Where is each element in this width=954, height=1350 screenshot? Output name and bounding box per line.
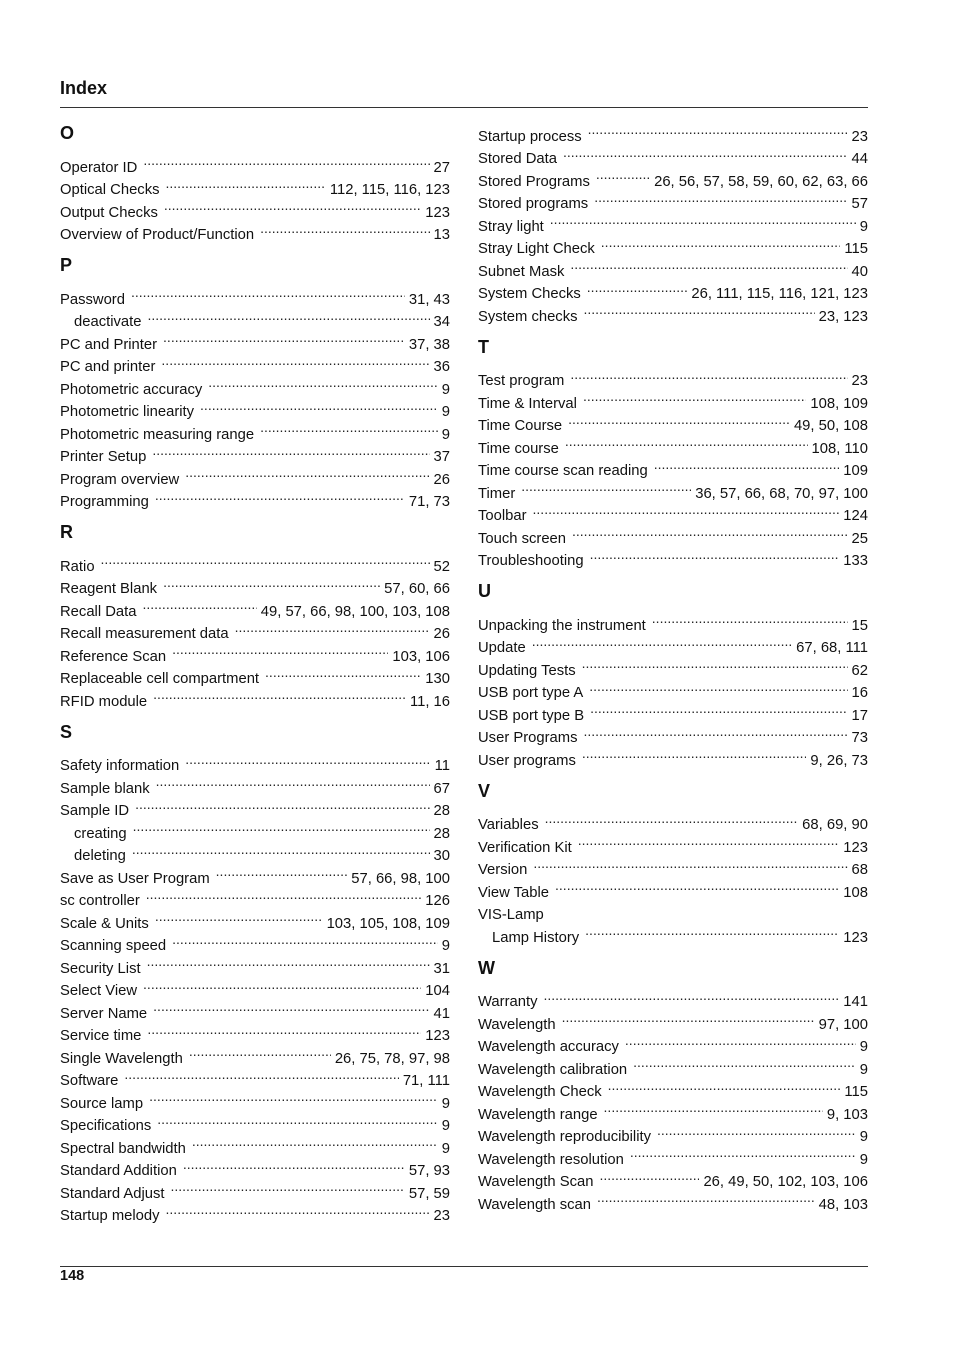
dot-leader	[142, 593, 256, 616]
entry-pages: 23	[848, 126, 868, 149]
dot-leader	[143, 973, 421, 996]
entry-pages: 123	[839, 927, 868, 950]
entry-term: Safety information	[60, 758, 180, 774]
entry-term: Standard Adjust	[60, 1185, 165, 1202]
dot-leader	[260, 217, 429, 240]
entry-term: deactivate	[74, 314, 142, 330]
entry-term: System checks	[478, 308, 578, 325]
entry-pages: 115	[840, 238, 868, 261]
index-section	[60, 253, 450, 510]
entry-pages: 13	[430, 224, 450, 247]
dot-leader	[147, 1018, 421, 1041]
entry-term: Stored programs	[478, 196, 589, 212]
entry-pages: 108, 109	[806, 393, 868, 416]
dot-leader	[568, 408, 790, 431]
entry-term: Update	[478, 640, 526, 656]
dot-leader	[265, 661, 421, 684]
entry-pages: 130	[421, 668, 450, 691]
dot-leader	[155, 905, 323, 928]
entry-term: Wavelength Scan	[478, 1174, 594, 1190]
entry-pages: 41	[430, 1003, 450, 1026]
entry-term: PC and printer	[60, 359, 156, 375]
entry-pages: 57	[848, 193, 868, 216]
entry-pages: 26, 111, 115, 116, 121, 123	[687, 283, 868, 306]
entry-term: Password	[60, 291, 125, 308]
dot-leader	[163, 326, 405, 349]
entry-term: Scale & Units	[60, 915, 149, 932]
entry-term: Single Wavelength	[60, 1050, 183, 1067]
section-letter: W	[478, 957, 495, 978]
entry-pages: 26, 49, 50, 102, 103, 106	[699, 1171, 868, 1194]
entry-term: sc controller	[60, 893, 140, 909]
entry-term: Startup melody	[60, 1208, 160, 1224]
entry-pages: 141	[839, 991, 868, 1014]
dot-leader	[584, 720, 848, 743]
entry-term: Variables	[478, 817, 539, 833]
entry-term: Sample blank	[60, 780, 150, 797]
entry-term: Optical Checks	[60, 182, 160, 198]
dot-leader	[578, 829, 840, 852]
dot-leader	[185, 748, 430, 771]
index-entry	[478, 652, 868, 679]
entry-term: deleting	[74, 848, 126, 864]
entry-pages: 40	[848, 261, 868, 284]
dot-leader	[533, 852, 847, 875]
section-letter: U	[478, 581, 491, 601]
dot-leader	[532, 630, 792, 653]
entry-pages: 9	[856, 1126, 868, 1149]
dot-leader	[260, 416, 438, 439]
entry-pages: 67	[430, 778, 450, 801]
entry-pages: 30	[430, 845, 450, 868]
dot-leader	[166, 172, 326, 195]
entry-pages: 23	[430, 1205, 450, 1228]
dot-leader	[521, 475, 691, 498]
entry-term: Recall Data	[60, 603, 137, 620]
index-entry	[478, 630, 868, 656]
page-title: Index	[60, 78, 108, 98]
dot-leader	[124, 1063, 398, 1086]
index-section	[478, 335, 868, 569]
entry-pages: 9	[438, 1093, 450, 1116]
index-entry	[60, 548, 450, 575]
entry-term: Wavelength calibration	[478, 1061, 628, 1078]
entry-pages: 112, 115, 116, 123	[326, 179, 450, 202]
index-entry	[478, 363, 868, 389]
entry-pages: 73	[848, 727, 868, 750]
entry-term: System Checks	[478, 286, 581, 302]
dot-leader	[604, 1096, 823, 1119]
dot-leader	[588, 118, 848, 141]
entry-pages: 26	[430, 469, 450, 492]
entry-term: Wavelength accuracy	[478, 1039, 619, 1055]
entry-pages: 36, 57, 66, 68, 70, 97, 100	[691, 483, 868, 506]
dot-leader	[597, 1186, 815, 1209]
dot-leader	[172, 928, 438, 951]
entry-term: Output Checks	[60, 204, 158, 221]
dot-leader	[216, 860, 348, 883]
index-column-left	[60, 118, 450, 1224]
dot-leader	[583, 385, 806, 408]
entry-term: User programs	[478, 752, 576, 769]
dot-leader	[585, 919, 839, 942]
dot-leader	[570, 363, 847, 386]
index-entry	[478, 520, 868, 547]
index-entry	[478, 874, 868, 901]
entry-pages: 103, 106	[388, 646, 450, 669]
entry-term: Subnet Mask	[478, 263, 565, 280]
dot-leader	[550, 208, 856, 231]
entry-term: Stray light	[478, 218, 544, 235]
entry-pages: 103, 105, 108, 109	[323, 913, 450, 936]
entry-term: Time course scan reading	[478, 463, 648, 479]
entry-pages: 71, 111	[399, 1070, 450, 1093]
dot-leader	[563, 141, 848, 164]
dot-leader	[590, 543, 840, 566]
dot-leader	[157, 1108, 437, 1131]
entry-term: Program overview	[60, 471, 180, 488]
dot-leader	[633, 1051, 856, 1074]
dot-leader	[189, 1040, 331, 1063]
entry-term: View Table	[478, 884, 550, 901]
dot-leader	[200, 394, 438, 417]
entry-pages: 123	[839, 837, 868, 860]
entry-pages: 28	[430, 800, 450, 823]
dot-leader	[153, 995, 429, 1018]
dot-leader	[185, 461, 429, 484]
index-section	[60, 121, 450, 243]
entry-pages: 9	[438, 935, 450, 958]
section-letter: V	[478, 780, 491, 801]
entry-pages: 9	[856, 1149, 868, 1172]
dot-leader	[657, 1119, 856, 1142]
entry-term: Server Name	[60, 1005, 148, 1022]
entry-term: User Programs	[478, 730, 578, 746]
entry-term: Reagent Blank	[60, 581, 158, 597]
dot-leader	[172, 638, 388, 661]
dot-leader	[625, 1029, 856, 1052]
entry-term: Time & Interval	[478, 395, 577, 412]
dot-leader	[147, 304, 429, 327]
entry-pages: 31, 43	[405, 289, 450, 312]
entry-pages: 115	[840, 1081, 868, 1104]
entry-pages: 44	[848, 148, 868, 171]
entry-pages: 37, 38	[405, 334, 450, 357]
entry-term: Wavelength reproducibility	[478, 1129, 651, 1145]
dot-leader	[208, 371, 437, 394]
dot-leader	[153, 683, 406, 706]
entry-pages: 104	[421, 980, 450, 1003]
dot-leader	[192, 1130, 438, 1153]
dot-leader	[594, 186, 847, 209]
entry-term: Photometric measuring range	[60, 426, 255, 443]
entry-term: Photometric linearity	[60, 404, 195, 420]
entry-term: Stored Data	[478, 151, 557, 167]
entry-term: Source lamp	[60, 1095, 144, 1112]
entry-pages: 68, 69, 90	[798, 814, 868, 837]
entry-pages: 11, 16	[406, 691, 450, 714]
index-column-right	[478, 118, 868, 1213]
page-number: 148	[60, 1268, 85, 1284]
dot-leader	[143, 149, 429, 172]
entry-term: Recall measurement data	[60, 626, 229, 642]
dot-leader	[146, 883, 422, 906]
entry-pages: 67, 68, 111	[792, 637, 868, 660]
entry-term: Stray Light Check	[478, 241, 595, 257]
entry-pages: 9	[438, 1138, 450, 1161]
entry-term: PC and Printer	[60, 336, 158, 353]
dot-leader	[572, 520, 848, 543]
entry-pages: 27	[430, 157, 450, 180]
index-section	[478, 956, 868, 1213]
entry-term: Time course	[478, 440, 559, 457]
entry-term: Service time	[60, 1028, 142, 1044]
entry-term: Touch screen	[478, 530, 567, 547]
dot-leader	[555, 874, 839, 897]
entry-term: Version	[478, 862, 528, 878]
entry-pages: 9	[438, 424, 450, 447]
entry-pages: 23, 123	[815, 306, 868, 329]
entry-pages: 9	[438, 1115, 450, 1138]
dot-leader	[654, 453, 840, 476]
dot-leader	[582, 742, 807, 765]
entry-term: Wavelength scan	[478, 1196, 591, 1213]
index-section	[478, 118, 868, 325]
dot-leader	[599, 1164, 699, 1187]
index-entry	[478, 807, 868, 833]
dot-leader	[652, 607, 848, 630]
section-letter: P	[60, 255, 73, 275]
entry-term: Timer	[478, 485, 516, 502]
footer-rule	[60, 1266, 868, 1267]
dot-leader	[131, 281, 405, 304]
entry-term: Photometric accuracy	[60, 381, 203, 398]
dot-leader	[164, 194, 421, 217]
index-entry	[60, 748, 450, 774]
entry-pages: 9	[438, 379, 450, 402]
entry-pages: 126	[421, 890, 450, 913]
dot-leader	[590, 697, 847, 720]
entry-term: Spectral bandwidth	[60, 1140, 186, 1157]
dot-leader	[543, 984, 839, 1007]
entry-term: RFID module	[60, 693, 148, 710]
dot-leader	[550, 897, 864, 920]
entry-term: USB port type A	[478, 685, 584, 701]
entry-term: creating	[74, 825, 127, 842]
entry-pages: 97, 100	[815, 1014, 868, 1037]
dot-leader	[147, 950, 430, 973]
entry-pages: 9, 26, 73	[806, 750, 868, 773]
entry-term: Time Course	[478, 418, 563, 434]
entry-pages: 26	[430, 623, 450, 646]
entry-pages: 57, 93	[405, 1160, 450, 1183]
dot-leader	[582, 652, 848, 675]
index-entry	[478, 607, 868, 634]
dot-leader	[132, 838, 430, 861]
dot-leader	[161, 349, 429, 372]
entry-term: Stored Programs	[478, 173, 590, 190]
index-section	[60, 720, 450, 1224]
entry-term: VIS-Lamp	[478, 907, 544, 923]
index-entry	[60, 149, 450, 176]
dot-leader	[608, 1074, 841, 1097]
entry-term: Replaceable cell compartment	[60, 671, 260, 687]
dot-leader	[630, 1141, 856, 1164]
dot-leader	[163, 571, 380, 594]
entry-pages: 49, 50, 108	[790, 415, 868, 438]
entry-pages: 109	[839, 460, 868, 483]
index-section	[478, 579, 868, 769]
entry-term: Select View	[60, 983, 138, 999]
entry-term: Wavelength resolution	[478, 1151, 624, 1168]
dot-leader	[565, 430, 808, 453]
entry-term: Operator ID	[60, 159, 138, 176]
index-entry	[478, 118, 868, 145]
dot-leader	[155, 484, 405, 507]
entry-pages: 28	[430, 823, 450, 846]
index-entry	[60, 571, 450, 597]
dot-leader	[156, 770, 430, 793]
entry-term: Unpacking the instrument	[478, 617, 646, 634]
entry-term: Save as User Program	[60, 870, 210, 887]
entry-term: Standard Addition	[60, 1163, 177, 1179]
entry-pages: 9	[856, 216, 868, 239]
entry-term: Toolbar	[478, 508, 527, 524]
entry-term: Sample ID	[60, 803, 130, 819]
entry-term: Scanning speed	[60, 938, 167, 954]
dot-leader	[166, 1198, 430, 1221]
dot-leader	[562, 1006, 815, 1029]
entry-pages: 9	[438, 401, 450, 424]
entry-term: Ratio	[60, 558, 95, 575]
entry-pages: 57, 66, 98, 100	[347, 868, 450, 891]
entry-term: Wavelength	[478, 1016, 556, 1033]
index-entry	[478, 475, 868, 502]
index-entry	[478, 852, 868, 878]
entry-pages: 16	[848, 682, 868, 705]
entry-term: Software	[60, 1073, 119, 1089]
entry-term: Lamp History	[492, 929, 580, 946]
index-entry	[478, 498, 868, 524]
entry-term: Specifications	[60, 1118, 152, 1134]
dot-leader	[587, 276, 688, 299]
entry-pages: 23	[848, 370, 868, 393]
entry-term: Test program	[478, 373, 565, 389]
dot-leader	[135, 793, 429, 816]
entry-pages: 133	[839, 550, 868, 573]
index-entry	[60, 281, 450, 308]
index-section	[60, 520, 450, 710]
entry-term: Troubleshooting	[478, 553, 584, 569]
entry-pages: 31	[430, 958, 450, 981]
entry-term: Printer Setup	[60, 449, 147, 465]
dot-leader	[584, 298, 815, 321]
entry-term: Reference Scan	[60, 648, 167, 665]
entry-term: Warranty	[478, 994, 538, 1010]
entry-term: Verification Kit	[478, 839, 572, 856]
entry-pages: 37	[430, 446, 450, 469]
entry-pages: 9, 103	[823, 1104, 868, 1127]
dot-leader	[235, 616, 430, 639]
entry-pages: 62	[848, 660, 868, 683]
entry-term: Wavelength Check	[478, 1084, 602, 1100]
entry-pages: 49, 57, 66, 98, 100, 103, 108	[257, 601, 450, 624]
dot-leader	[601, 231, 841, 254]
dot-leader	[596, 163, 650, 186]
dot-leader	[589, 675, 847, 698]
entry-pages: 9	[856, 1036, 868, 1059]
entry-pages: 9	[856, 1059, 868, 1082]
dot-leader	[170, 1175, 404, 1198]
dot-leader	[149, 1085, 438, 1108]
dot-leader	[152, 439, 429, 462]
entry-pages: 123	[421, 202, 450, 225]
header-rule	[60, 107, 868, 108]
entry-pages: 11	[431, 755, 450, 778]
dot-leader	[570, 253, 847, 276]
entry-pages: 34	[430, 311, 450, 334]
dot-leader	[183, 1153, 405, 1176]
entry-pages: 26, 75, 78, 97, 98	[331, 1048, 450, 1071]
entry-term: Startup process	[478, 128, 582, 145]
entry-term: Wavelength range	[478, 1106, 598, 1123]
section-letter: T	[478, 336, 489, 357]
dot-leader	[545, 807, 799, 830]
entry-pages: 52	[430, 556, 450, 579]
entry-term: Programming	[60, 494, 149, 510]
entry-pages: 108	[839, 882, 868, 905]
entry-pages: 36	[430, 356, 450, 379]
dot-leader	[133, 815, 430, 838]
entry-term: Overview of Product/Function	[60, 227, 255, 243]
dot-leader	[101, 548, 430, 571]
section-letter: S	[60, 721, 73, 742]
index-entry	[478, 984, 868, 1010]
index-section	[478, 779, 868, 946]
entry-pages: 26, 56, 57, 58, 59, 60, 62, 63, 66	[650, 171, 868, 194]
section-letter: O	[60, 123, 75, 143]
entry-term: USB port type B	[478, 707, 585, 724]
entry-pages: 108, 110	[808, 438, 869, 461]
section-letter: R	[60, 522, 73, 542]
entry-pages: 124	[839, 505, 868, 528]
entry-pages: 17	[848, 705, 868, 728]
entry-pages: 68	[848, 859, 868, 882]
entry-pages: 25	[848, 528, 868, 551]
entry-term: Security List	[60, 960, 141, 977]
entry-pages: 57, 60, 66	[380, 578, 450, 601]
entry-term: Updating Tests	[478, 662, 576, 679]
entry-pages: 48, 103	[815, 1194, 868, 1217]
dot-leader	[533, 498, 840, 521]
entry-pages: 57, 59	[405, 1183, 450, 1206]
entry-pages: 123	[421, 1025, 450, 1048]
entry-pages: 15	[848, 615, 868, 638]
entry-pages: 71, 73	[405, 491, 450, 514]
